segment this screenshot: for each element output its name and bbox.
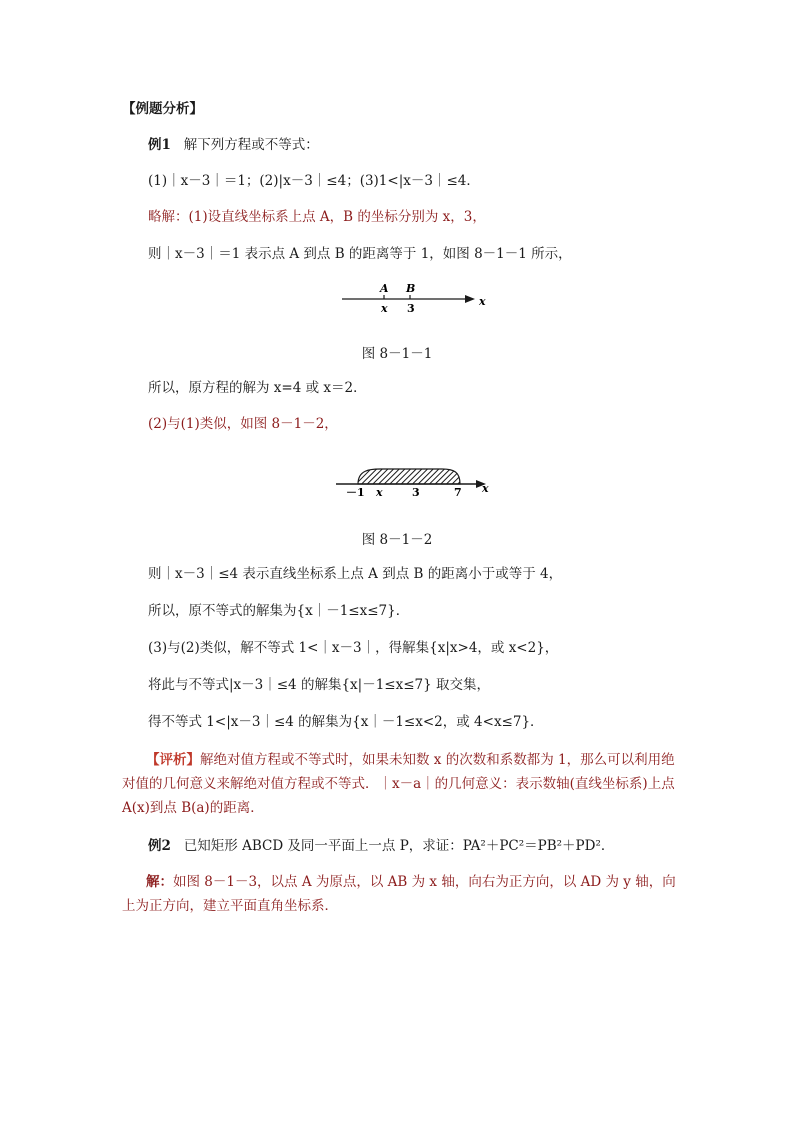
example-2-label: 例2 — [148, 838, 171, 854]
example-2-prompt: 已知矩形 ABCD 及同一平面上一点 P，求证：PA²＋PC²＝PB²＋PD²． — [183, 838, 615, 854]
example-1-line-4: (2)与(1)类似，如图 8－1－2， — [148, 416, 338, 432]
comment-text: 解绝对值方程或不等式时，如果未知数 x 的次数和系数都为 1，那么可以利用绝对值的几何意义来解绝对值方程或不等式．｜x－a｜的几何意义：表示数轴(直线坐标系)上点 A(x)到点 B(a)的距离． — [122, 752, 675, 816]
example-1-line-7: (3)与(2)类似，解不等式 1<｜x－3｜，得解集{x|x>4，或 x<2}， — [148, 640, 559, 656]
figure-8-1-2-caption: 图 8－1－2 — [361, 532, 433, 548]
figure-8-1-1-caption: 图 8－1－1 — [361, 346, 433, 362]
comment-label: 【评析】 — [146, 752, 200, 768]
fig2-shaded-region — [358, 469, 460, 484]
section-heading: 【例题分析】 — [122, 101, 203, 117]
example-2-solution-label: 解： — [146, 874, 173, 890]
example-1-line-3: 所以，原方程的解为 x=4 或 x＝2． — [148, 380, 367, 396]
fig2-tick-3: 3 — [412, 486, 420, 499]
example-1-line-8: 将此与不等式|x－3｜≤4 的解集{x|－1≤x≤7} 取交集， — [148, 677, 490, 693]
example-1-line-6: 所以，原不等式的解集为{x｜－1≤x≤7}． — [148, 603, 410, 619]
example-1-line-9: 得不等式 1<|x－3｜≤4 的解集为{x｜－1≤x<2，或 4<x≤7}． — [148, 714, 544, 730]
example-1-line-5: 则｜x－3｜≤4 表示直线坐标系上点 A 到点 B 的距离小于或等于 4， — [148, 566, 563, 582]
figure-8-1-1 — [330, 278, 490, 320]
example-1-problems: (1)｜x－3｜＝1；(2)|x－3｜≤4；(3)1<|x－3｜≤4． — [148, 173, 480, 189]
fig1-axis-label: x — [479, 295, 486, 308]
fig2-axis-label: x — [482, 482, 489, 495]
fig2-tick-x: x — [376, 486, 383, 499]
fig2-tick-minus1: －1 — [346, 486, 365, 499]
example-2-statement — [148, 837, 614, 855]
figure-8-1-2 — [330, 464, 500, 504]
example-1-label: 例1 — [148, 137, 171, 153]
fig1-label-A: A — [380, 282, 389, 295]
example-1-prompt: 解下列方程或不等式： — [183, 137, 319, 153]
example-1-solution-line-1 — [148, 208, 486, 226]
fig1-label-B: B — [406, 282, 416, 295]
example-1-statement — [148, 136, 319, 154]
solution-label: 略解： — [148, 209, 189, 225]
fig1-tick-3: 3 — [407, 302, 415, 315]
comment-paragraph — [122, 748, 682, 820]
example-1-line-2: 则｜x－3｜＝1 表示点 A 到点 B 的距离等于 1，如图 8－1－1 所示， — [148, 246, 572, 262]
fig1-tick-x: x — [381, 302, 388, 315]
example-2-solution — [122, 870, 682, 918]
example-2-solution-text: 如图 8－1－3，以点 A 为原点，以 AB 为 x 轴，向右为正方向，以 AD 为 y 轴，向上为正方向，建立平面直角坐标系． — [122, 874, 676, 914]
fig2-tick-7: 7 — [454, 486, 462, 499]
solution-text-1: (1)设直线坐标系上点 A，B 的坐标分别为 x，3， — [188, 209, 486, 225]
